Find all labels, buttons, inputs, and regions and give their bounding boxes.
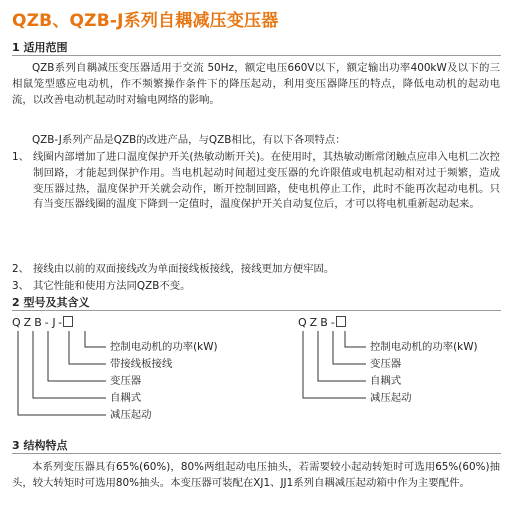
- feature-number: 2、: [12, 263, 30, 275]
- feature-text: 接线由以前的双面接线改为单面接线板接线，接线更加方便牢固。: [33, 263, 335, 275]
- model-code-text: QZB-: [298, 316, 338, 329]
- structure-paragraph: 本系列变压器具有65%(60%)，80%两组起动电压抽头，若需要较小起动转矩时可选用65%(60%)抽头，较大转矩时可选用80%抽头。本变压器可装配在XJ1、JJ1系列自耦减压起动箱中作为主要配件。: [12, 461, 500, 489]
- feature-text: 线圈内部增加了进口温度保护开关(热敏动断开关)。在使用时，其热敏动断常闭触点应串入电机二次控制回路，才能起到保护作用。当电机起动时间超过变压器的允许限值或电机起动相对过于频繁，造成变压器过热，温度保护开关就会动作，断开控制回路，使电机停止工作，此时不能再次起动电机。只有当变压器线圈的温度下降到一定值时，温度保护开关自动复位后，才可以将电机重新起动起来。: [33, 151, 500, 211]
- feature-text: 其它性能和使用方法同QZB不变。: [33, 280, 191, 292]
- tree-line: [48, 331, 106, 381]
- tree-line: [318, 331, 366, 381]
- section-heading-scope: 1 适用范围: [12, 41, 68, 54]
- section-divider: [12, 453, 501, 454]
- section-heading-structure: 3 结构特点: [12, 439, 68, 452]
- model-label: 变压器: [110, 375, 142, 387]
- model-label: 减压起动: [110, 409, 152, 421]
- model-label: 变压器: [370, 358, 402, 370]
- feature-number: 3、: [12, 280, 30, 292]
- scope-paragraph: QZB系列自耦减压变压器适用于交流 50Hz，额定电压660V以下，额定输出功率400kW及以下的三相鼠笼型感应电动机，作不频繁操作条件下的降压起动，利用变压器降压的特点，降低电动机的起动电流，以改善电动机起动时对输电网络的影响。: [12, 62, 500, 106]
- model-label: 自耦式: [110, 392, 142, 404]
- model-code-text: QZB-J-: [12, 316, 66, 329]
- improvement-intro: QZB-J系列产品是QZB的改进产品，与QZB相比，有以下各项特点：: [32, 134, 346, 146]
- tree-line: [18, 331, 106, 415]
- page-title: QZB、QZB-J系列自耦减压变压器: [12, 11, 279, 31]
- model-label: 自耦式: [370, 375, 402, 387]
- feature-number: 1、: [12, 151, 30, 163]
- model-label: 控制电动机的功率(kW): [370, 341, 478, 353]
- model-label: 减压起动: [370, 392, 412, 404]
- section-heading-model: 2 型号及其含义: [12, 296, 90, 309]
- tree-line: [85, 331, 106, 347]
- model-label: 控制电动机的功率(kW): [110, 341, 218, 353]
- tree-line: [345, 331, 366, 347]
- model-label: 带接线板接线: [110, 358, 173, 370]
